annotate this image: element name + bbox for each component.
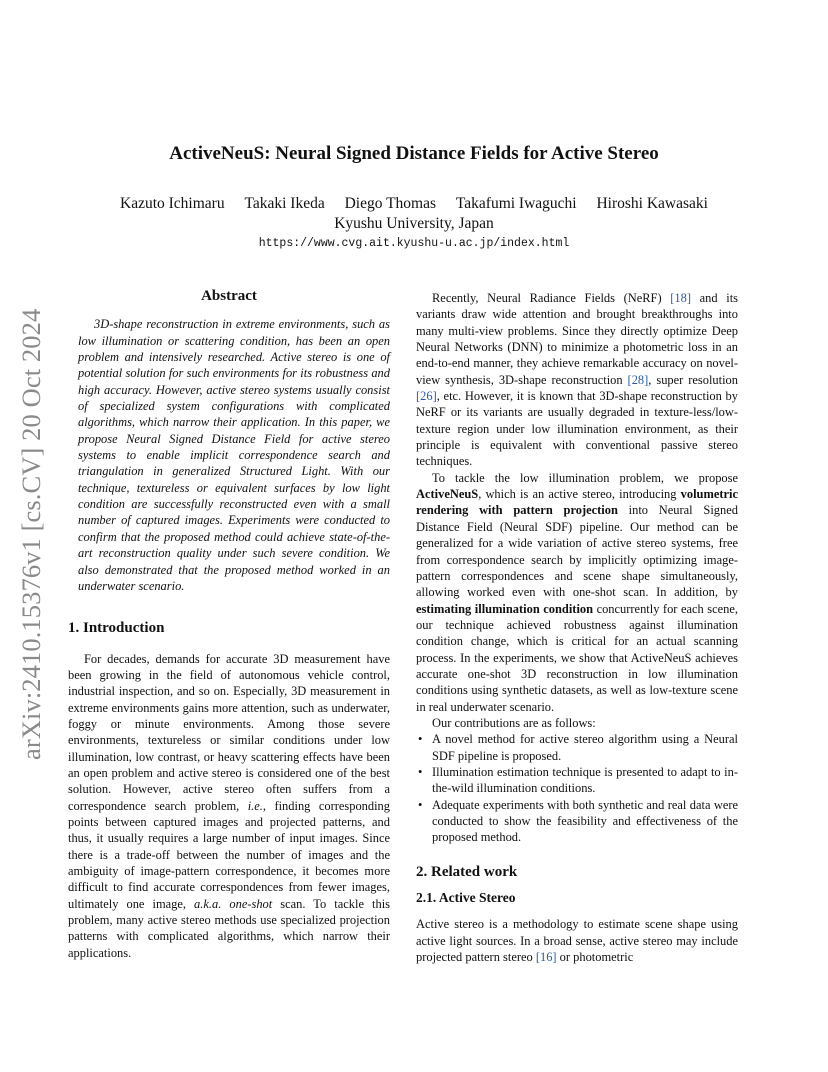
text-run: into Neural Signed Distance Field (Neural SDF) pipeline. Our method can be generalized for a wide variation of active stereo systems, free from correspondence search by implicitly optimizing image-pattern correspondences and scene shape simultaneously, allowing worked even with one-shot scan. In addition, by (416, 503, 738, 600)
affiliation: Kyushu University, Japan (334, 215, 494, 232)
right-column (416, 290, 738, 965)
text-run: and its variants draw wide attention and brought breakthroughs into many multi-view problems. Since they directly optimize Deep Neural Networks (DNN) to minimize a photometric loss in an end-to-end manner, they achieve remarkable accuracy on novel-view synthesis, 3D-shape reconstruction (416, 291, 738, 387)
text-run-bold: ActiveNeuS (416, 487, 479, 502)
author: Hiroshi Kawasaki (596, 195, 708, 212)
text-run: , super resolution (648, 372, 738, 387)
citation-link[interactable]: [26] (416, 389, 437, 404)
left-column (68, 288, 390, 961)
section-heading-introduction: 1. Introduction (68, 620, 165, 637)
paper-title: ActiveNeuS: Neural Signed Distance Fields for Active Stereo (169, 143, 659, 164)
citation-link[interactable]: [16] (535, 950, 557, 965)
text-run: scan. To tackle this problem, many active stereo methods use specialized projection patterns with complicated algorithms, which narrow their applications. (68, 896, 391, 960)
text-run-bold: volumetric rendering with pattern projection (416, 487, 738, 518)
citation-link[interactable]: [28] (627, 372, 649, 387)
contributions-list (416, 731, 738, 845)
text-run: , which is an active stereo, introducing (478, 487, 681, 502)
text-run: Recently, Neural Radiance Fields (NeRF) (432, 291, 671, 305)
nerf-paragraph (416, 290, 738, 470)
section-heading-related-work: 2. Related work (416, 863, 518, 880)
text-run: Active stereo is a methodology to estimate scene shape using active light sources. In a broad sense, active stereo may include projected pattern stereo (416, 917, 738, 965)
author-list (0, 195, 828, 213)
citation-link[interactable]: [18] (670, 291, 691, 305)
text-run: For decades, demands for accurate 3D measurement have been growing in the field of autonomous vehicle control, industrial inspection, and so on. Especially, 3D measurement in extreme environments gains more attention, such as underwater, foggy or minute environments. Among those severe environments, textureless or similar conditions under low illumination, low contrast, or heavy scattering effects have been an open problem and active stereo is considered one of the best solution. However, active stereo often suffers from a correspondence search problem, (68, 651, 390, 813)
project-url[interactable]: https://www.cvg.ait.kyushu-u.ac.jp/index.html (258, 237, 570, 250)
author: Kazuto Ichimaru (120, 195, 225, 212)
text-run: , etc. However, it is known that 3D-shape reconstruction by NeRF or its variants are usually degraded in texture-less/low-texture region under low illumination environment, as their principle is equivalent with conventional passive stereo techniques. (416, 389, 738, 469)
text-run: , finding corresponding points between captured images and projected patterns, and thus, it usually requires a large number of input images. Since there is a trade-off between the number of images and the ambiguity of image-pattern correspondence, it becomes more difficult to find accurate correspondences from fewer images, ultimately one image, (68, 798, 390, 911)
abstract-heading: Abstract (201, 288, 257, 304)
text-run: To tackle the low illumination problem, we propose (432, 470, 738, 485)
arxiv-stamp[interactable]: arXiv:2410.15376v1 [cs.CV] 20 Oct 2024 (16, 308, 46, 760)
active-stereo-paragraph (416, 916, 738, 965)
abstract-text: 3D-shape reconstruction in extreme environments, such as low illumination or scattering condition, has been an open problem and intensively researched. Active stereo is one of potential solution for such environments for its robustness and high accuracy. However, active stereo systems usually consist of specialized system configurations with complicated algorithms, which narrow their application. In this paper, we propose Neural Signed Distance Field for active stereo systems to enable implicit correspondence search and triangulation in generalized Structured Light. With our technique, textureless or equivalent surfaces by low light condition are successfully reconstructed even with a small number of captured images. Experiments were conducted to confirm that the proposed method could achieve state-of-the-art reconstruction quality under such severe condition. We also demonstrated that the proposed method worked in an underwater scenario. (78, 317, 390, 593)
author: Takafumi Iwaguchi (455, 195, 577, 212)
list-item: • A novel method for active stereo algorithm using a Neural SDF pipeline is proposed. (416, 731, 738, 764)
text-run-bold: estimating illumination condition (416, 601, 594, 616)
subsection-heading-active-stereo: 2.1. Active Stereo (416, 890, 516, 906)
text-run: or photometric (556, 950, 634, 965)
text-run: concurrently for each scene, our technique achieved robustness against illumination condition change, which is critical for an actual scanning process. In the experiments, we show that ActiveNeuS achieves accurate one-shot 3D reconstruction in low illumination conditions using synthetic datasets, as well as low-texture scene in real underwater scenario. (416, 601, 738, 714)
contributions-intro: Our contributions are as follows: (432, 715, 596, 730)
text-run-italic: a.k.a. one-shot (194, 896, 273, 911)
list-item: • Illumination estimation technique is presented to adapt to in-the-wild illumination conditions. (416, 764, 738, 797)
author: Diego Thomas (344, 195, 437, 212)
text-run-italic: i.e. (247, 798, 263, 813)
intro-paragraph (68, 651, 390, 962)
list-item: • Adequate experiments with both synthetic and real data were conducted to show the feasibility and effectiveness of the proposed method. (416, 797, 738, 846)
method-paragraph (416, 470, 738, 715)
author: Takaki Ikeda (244, 195, 325, 212)
